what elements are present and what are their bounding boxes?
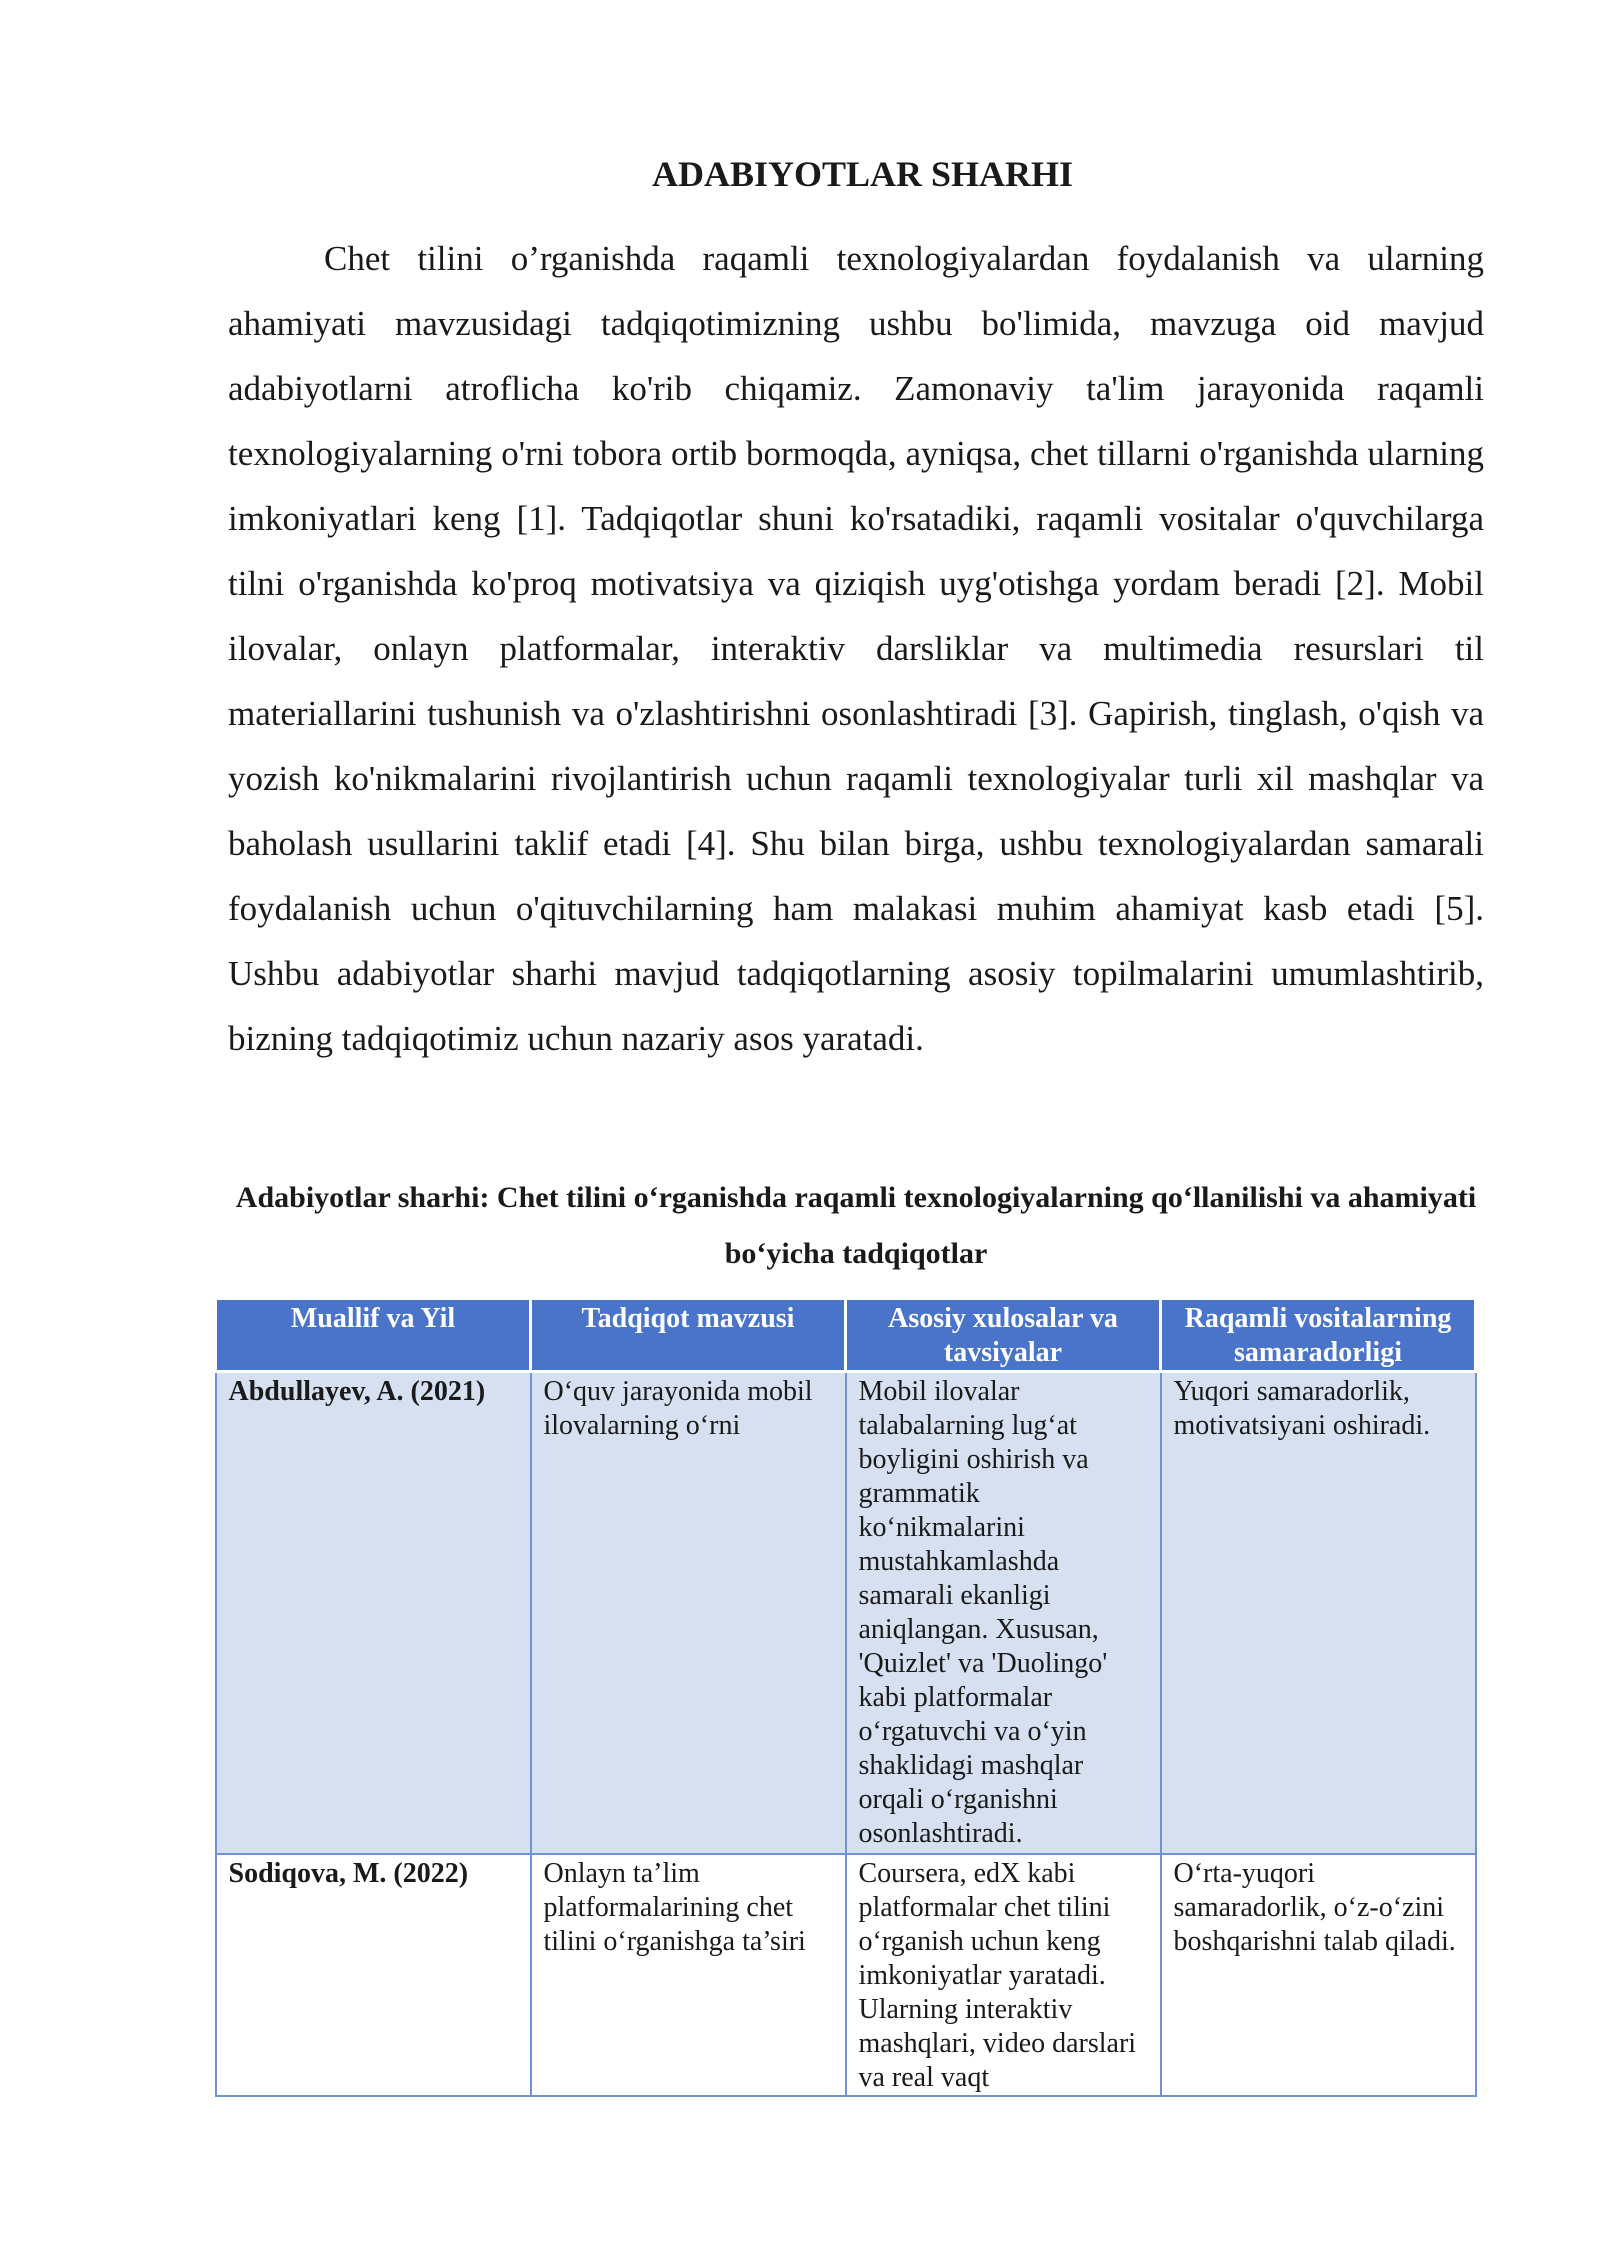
cell-findings: Coursera, edX kabi platformalar chet tilini o‘rganish uchun keng imkoniyatlar yaratadi. Ularning interaktiv mashqlari, video darslari va real vaqt [846, 1854, 1161, 2096]
table-caption: Adabiyotlar sharhi: Chet tilini o‘rganishda raqamli texnologiyalarning qo‘llanilishi va ahamiyati bo‘yicha tadqiqotlar [235, 1181, 1477, 1270]
page-title: ADABIYOTLAR SHARHI [651, 154, 1074, 194]
cell-topic: Onlayn ta’lim platformalarining chet tilini o‘rganishga ta’siri [531, 1854, 846, 2096]
intro-paragraph: Chet tilini o’rganishda raqamli texnologiyalardan foydalanish va ularning ahamiyati mavzusidagi tadqiqotimizning ushbu bo'limida, mavzuga oid mavjud adabiyotlarni atroflicha ko'rib chiqamiz. Zamonaviy ta'lim jarayonida raqamli texnologiyalarning o'rni tobora ortib bormoqda, ayniqsa, chet tillarni o'rganishda ularning imkoniyatlari keng [1]. Tadqiqotlar shuni ko'rsatadiki, raqamli vositalar o'quvchilarga tilni o'rganishda ko'proq motivatsiya va qiziqish uyg'otishga yordam beradi [2]. Mobil ilovalar, onlayn platformalar, interaktiv darsliklar va multimedia resurslari til materiallarini tushunish va o'zlashtirishni osonlashtiradi [3]. Gapirish, tinglash, o'qish va yozish ko'nikmalarini rivojlantirish uchun raqamli texnologiyalar turli xil mashqlar va baholash usullarini taklif etadi [4]. Shu bilan birga, ushbu texnologiyalardan samarali foydalanish uchun o'qituvchilarning ham malakasi muhim ahamiyat kasb etadi [5]. Ushbu adabiyotlar sharhi mavjud tadqiqotlarning asosiy topilmalarini umumlashtirib, bizning tadqiqotimiz uchun nazariy asos yaratadi. [228, 239, 1484, 1058]
cell-findings: Mobil ilovalar talabalarning lug‘at boyligini oshirish va grammatik ko‘nikmalarini mustahkamlashda samarali ekanligi aniqlangan. Xususan, 'Quizlet' va 'Duolingo' kabi platformalar o‘rgatuvchi va o‘yin shaklidagi mashqlar orqali o‘rganishni osonlashtiradi. [846, 1372, 1161, 1855]
cell-author: Sodiqova, M. (2022) [216, 1854, 531, 2096]
column-header-effectiveness: Raqamli vositalarning samaradorligi [1161, 1299, 1476, 1372]
column-header-findings: Asosiy xulosalar va tavsiyalar [846, 1299, 1161, 1372]
cell-topic: O‘quv jarayonida mobil ilovalarning o‘rni [531, 1372, 846, 1855]
column-header-topic: Tadqiqot mavzusi [531, 1299, 846, 1372]
cell-author: Abdullayev, A. (2021) [216, 1372, 531, 1855]
table-header-row [216, 1299, 1476, 1372]
cell-effectiveness: Yuqori samaradorlik, motivatsiyani oshiradi. [1161, 1372, 1476, 1855]
column-header-author: Muallif va Yil [216, 1299, 531, 1372]
cell-effectiveness: O‘rta-yuqori samaradorlik, o‘z-o‘zini boshqarishni talab qiladi. [1161, 1854, 1476, 2096]
table-row [216, 1854, 1476, 2096]
table-row [216, 1372, 1476, 1855]
literature-review-table [214, 1297, 1477, 2097]
